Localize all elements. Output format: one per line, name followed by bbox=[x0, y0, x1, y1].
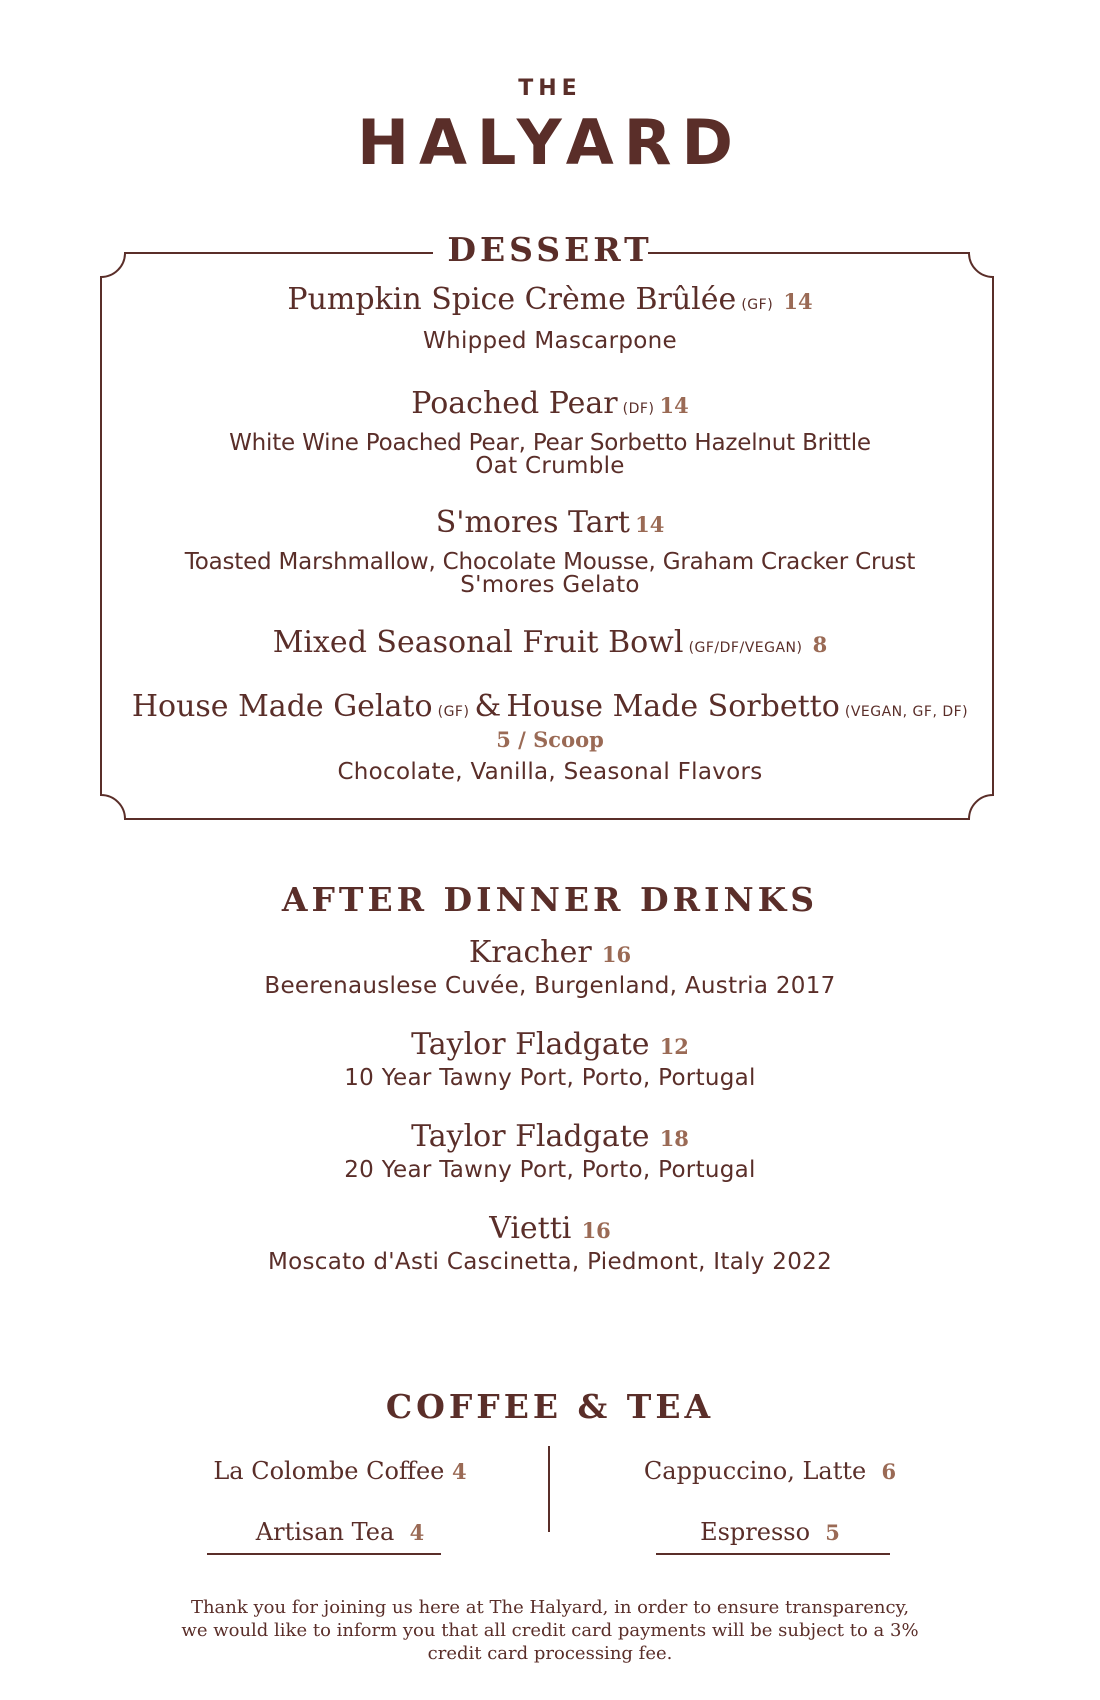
dessert-item-name: Poached Pear bbox=[411, 386, 618, 421]
footer-notice bbox=[0, 1596, 1100, 1665]
dessert-item-description-line2: S'mores Gelato bbox=[460, 572, 640, 598]
drink-item-description: 20 Year Tawny Port, Porto, Portugal bbox=[344, 1157, 756, 1183]
dessert-item-description: Toasted Marshmallow, Chocolate Mousse, Graham Cracker Crust bbox=[184, 549, 916, 575]
dessert-section-title: DESSERT bbox=[447, 230, 653, 269]
drink-item bbox=[0, 1211, 1100, 1246]
dessert-item-name: House Made Gelato bbox=[131, 689, 433, 724]
coffee-item bbox=[570, 1518, 970, 1546]
drink-item bbox=[0, 1119, 1100, 1154]
left-column-underline bbox=[207, 1553, 441, 1555]
dessert-item-name: S'mores Tart bbox=[435, 505, 630, 540]
coffee-item bbox=[150, 1457, 530, 1485]
coffee-column-divider bbox=[548, 1446, 550, 1532]
dessert-item-price: 14 bbox=[659, 393, 689, 418]
drink-item-name: Kracher bbox=[468, 935, 592, 970]
dessert-item bbox=[0, 505, 1100, 540]
coffee-item-price: 6 bbox=[881, 1459, 897, 1484]
dessert-item bbox=[0, 689, 1100, 724]
dessert-item-description: White Wine Poached Pear, Pear Sorbetto Hazelnut Brittle bbox=[229, 430, 871, 456]
dietary-tag: (GF) bbox=[741, 297, 774, 313]
ampersand: & bbox=[474, 689, 502, 724]
dessert-item-description: Chocolate, Vanilla, Seasonal Flavors bbox=[337, 759, 763, 785]
footer-line: we would like to inform you that all credit card payments will be subject to a 3% bbox=[181, 1620, 919, 1641]
right-column-underline bbox=[656, 1553, 890, 1555]
dietary-tag: (DF) bbox=[622, 401, 655, 417]
dessert-item-price: 5 / Scoop bbox=[496, 727, 604, 752]
drink-item bbox=[0, 1027, 1100, 1062]
drink-item-name: Taylor Fladgate bbox=[411, 1119, 650, 1154]
coffee-item-price: 5 bbox=[825, 1520, 840, 1545]
dietary-tag: (VEGAN, GF, DF) bbox=[844, 704, 969, 720]
drink-item-price: 12 bbox=[659, 1034, 689, 1059]
coffee-item bbox=[150, 1518, 530, 1546]
coffee-item-name: Artisan Tea bbox=[255, 1518, 395, 1546]
dessert-item bbox=[0, 282, 1100, 317]
drinks-section-title: AFTER DINNER DRINKS bbox=[281, 880, 819, 919]
drink-item-price: 16 bbox=[601, 942, 632, 967]
coffee-item-price: 4 bbox=[452, 1459, 467, 1484]
coffee-item-price: 4 bbox=[409, 1520, 425, 1545]
dessert-item bbox=[0, 625, 1100, 660]
dessert-item-description-line2: Oat Crumble bbox=[475, 453, 625, 479]
dessert-item-price: 14 bbox=[635, 512, 665, 537]
footer-line: credit card processing fee. bbox=[427, 1643, 673, 1664]
drink-item-name: Taylor Fladgate bbox=[411, 1027, 650, 1062]
drink-item-description: Moscato d'Asti Cascinetta, Piedmont, Italy 2022 bbox=[267, 1249, 833, 1275]
dessert-item-name-second: House Made Sorbetto bbox=[506, 689, 840, 724]
coffee-item-name: La Colombe Coffee bbox=[213, 1457, 445, 1485]
footer-line: Thank you for joining us here at The Halyard, in order to ensure transparency, bbox=[190, 1597, 910, 1618]
dietary-tag: (GF) bbox=[437, 704, 470, 720]
coffee-item-name: Cappuccino, Latte bbox=[643, 1457, 867, 1485]
dessert-item-name: Pumpkin Spice Crème Brûlée bbox=[287, 282, 737, 317]
dessert-item bbox=[0, 386, 1100, 421]
coffee-item bbox=[570, 1457, 970, 1485]
drink-item-price: 18 bbox=[659, 1126, 689, 1151]
brand-the: THE bbox=[518, 76, 582, 101]
coffee-section-title: COFFEE & TEA bbox=[385, 1387, 715, 1426]
drink-item bbox=[0, 935, 1100, 970]
drink-item-description: 10 Year Tawny Port, Porto, Portugal bbox=[344, 1065, 756, 1091]
coffee-item-name: Espresso bbox=[700, 1518, 811, 1546]
dessert-item-price: 8 bbox=[812, 632, 828, 657]
dessert-item-price: 14 bbox=[783, 289, 813, 314]
drink-item-price: 16 bbox=[581, 1218, 611, 1243]
drink-item-name: Vietti bbox=[489, 1211, 572, 1246]
drink-item-description: Beerenauslese Cuvée, Burgenland, Austria 2017 bbox=[264, 973, 836, 999]
brand-name: HALYARD bbox=[357, 106, 743, 179]
dietary-tag: (GF/DF/VEGAN) bbox=[688, 640, 803, 656]
dessert-item-name: Mixed Seasonal Fruit Bowl bbox=[272, 625, 684, 660]
dessert-item-description: Whipped Mascarpone bbox=[423, 328, 677, 354]
